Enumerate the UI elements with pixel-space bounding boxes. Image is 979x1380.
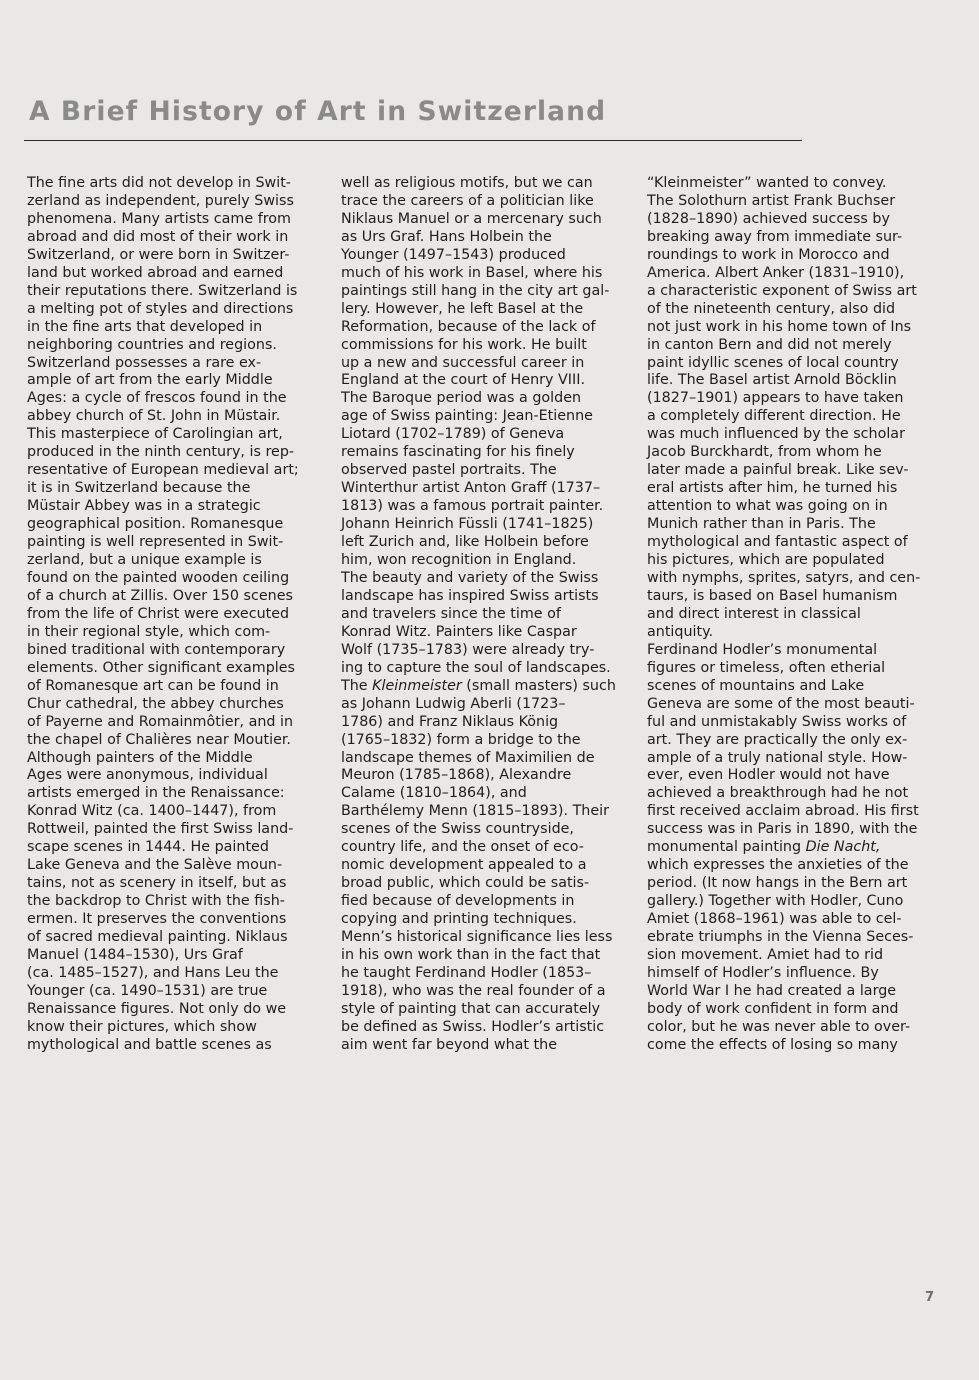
text-line: gallery.) Together with Hodler, Cuno bbox=[647, 893, 904, 910]
text-line: zerland as independent, purely Swiss bbox=[27, 192, 294, 209]
text-line: Konrad Witz. Painters like Caspar bbox=[341, 623, 577, 640]
text-line: know their pictures, which show bbox=[27, 1018, 257, 1035]
text-line: neighboring countries and regions. bbox=[27, 336, 277, 353]
text-line: attention to what was going on in bbox=[647, 498, 888, 515]
text-line: Although painters of the Middle bbox=[27, 749, 253, 766]
text-line: Manuel (1484–1530), Urs Graf bbox=[27, 946, 243, 963]
text-line: artists emerged in the Renaissance: bbox=[27, 785, 285, 802]
text-line: land but worked abroad and earned bbox=[27, 264, 284, 281]
text-line: (ca. 1485–1527), and Hans Leu the bbox=[27, 964, 279, 981]
text-line: Amiet (1868–1961) was able to cel- bbox=[647, 911, 902, 928]
text-line: be defined as Swiss. Hodler’s artistic bbox=[341, 1018, 605, 1035]
text-line: Geneva are some of the most beauti- bbox=[647, 695, 915, 712]
text-line: he taught Ferdinand Hodler (1853– bbox=[341, 964, 592, 981]
text-line: England at the court of Henry VIII. bbox=[341, 372, 585, 389]
text-line: their reputations there. Switzerland is bbox=[27, 282, 298, 299]
text-line: commissions for his work. He built bbox=[341, 336, 587, 353]
text-line: roundings to work in Morocco and bbox=[647, 246, 890, 263]
text-line: The Solothurn artist Frank Buchser bbox=[647, 192, 896, 209]
text-line: from the life of Christ were executed bbox=[27, 605, 290, 622]
text-line: age of Swiss painting: Jean-Etienne bbox=[341, 408, 593, 425]
text-line: abbey church of St. John in Müstair. bbox=[27, 408, 281, 425]
text-line: copying and printing techniques. bbox=[341, 911, 577, 928]
text-line: Lake Geneva and the Salève moun- bbox=[27, 857, 283, 874]
text-line: paintings still hang in the city art gal- bbox=[341, 282, 610, 299]
text-line: aim went far beyond what the bbox=[341, 1036, 558, 1053]
text-line: The fine arts did not develop in Swit- bbox=[27, 175, 291, 191]
text-line: Ferdinand Hodler’s monumental bbox=[647, 641, 878, 658]
text-line: landscape has inspired Swiss artists bbox=[341, 587, 599, 604]
text-line: Wolf (1735–1783) were already try- bbox=[341, 641, 595, 658]
text-line: Renaissance figures. Not only do we bbox=[27, 1000, 287, 1017]
text-line: resentative of European medieval art; bbox=[27, 462, 299, 479]
text-line: zerland, but a unique example is bbox=[27, 552, 262, 569]
text-line: (1828–1890) achieved success by bbox=[647, 210, 890, 227]
text-line: as Johann Ludwig Aberli (1723– bbox=[341, 695, 566, 712]
text-line: well as religious motifs, but we can bbox=[341, 175, 593, 191]
text-line: tains, not as scenery in itself, but as bbox=[27, 875, 287, 892]
text-line: color, but he was never able to over- bbox=[647, 1018, 911, 1035]
text-line: landscape themes of Maximilien de bbox=[341, 749, 595, 766]
text-line: him, won recognition in England. bbox=[341, 552, 577, 569]
text-line: country life, and the onset of eco- bbox=[341, 839, 584, 856]
text-line: mythological and battle scenes as bbox=[27, 1036, 272, 1053]
text-line: elements. Other significant examples bbox=[27, 659, 295, 676]
text-line: himself of Hodler’s influence. By bbox=[647, 964, 879, 981]
text-line: achieved a breakthrough had he not bbox=[647, 785, 909, 802]
text-line: Switzerland, or were born in Switzer- bbox=[27, 246, 290, 263]
text-line: with nymphs, sprites, satyrs, and cen- bbox=[647, 569, 921, 586]
text-line: in his own work than in the fact that bbox=[341, 946, 601, 963]
text-line: The Baroque period was a golden bbox=[341, 390, 582, 407]
text-line: which expresses the anxieties of the bbox=[647, 857, 909, 874]
text-line: Calame (1810–1864), and bbox=[341, 785, 527, 802]
text-line: much of his work in Basel, where his bbox=[341, 264, 603, 281]
text-column-3 bbox=[647, 175, 952, 1055]
text-line: broad public, which could be satis- bbox=[341, 875, 590, 892]
text-line: Ages were anonymous, individual bbox=[27, 767, 268, 784]
text-line: World War I he had created a large bbox=[647, 982, 897, 999]
text-line: Müstair Abbey was in a strategic bbox=[27, 498, 261, 515]
text-line: a melting pot of styles and directions bbox=[27, 300, 294, 317]
text-line: it is in Switzerland because the bbox=[27, 480, 251, 497]
text-line: scenes of the Swiss countryside, bbox=[341, 821, 574, 838]
text-line: monumental painting Die Nacht, bbox=[647, 839, 881, 856]
text-line: ermen. It preserves the conventions bbox=[27, 911, 287, 928]
text-line: ample of art from the early Middle bbox=[27, 372, 273, 389]
text-line: scenes of mountains and Lake bbox=[647, 677, 865, 694]
text-line: of Payerne and Romainmôtier, and in bbox=[27, 713, 294, 730]
text-line: Konrad Witz (ca. 1400–1447), from bbox=[27, 803, 277, 820]
text-line: This masterpiece of Carolingian art, bbox=[27, 426, 283, 443]
text-line: 1813) was a famous portrait painter. bbox=[341, 498, 604, 515]
text-column-2 bbox=[341, 175, 646, 1055]
text-line: fied because of developments in bbox=[341, 893, 575, 910]
text-line: Younger (ca. 1490–1531) are true bbox=[27, 982, 268, 999]
text-line: Johann Heinrich Füssli (1741–1825) bbox=[341, 516, 594, 533]
text-line: bined traditional with contemporary bbox=[27, 641, 286, 658]
text-line: his pictures, which are populated bbox=[647, 552, 885, 569]
text-line: 1918), who was the real founder of a bbox=[341, 982, 606, 999]
text-line: produced in the ninth century, is rep- bbox=[27, 444, 295, 461]
text-line: painting is well represented in Swit- bbox=[27, 534, 284, 551]
text-line: a completely different direction. He bbox=[647, 408, 901, 425]
text-line: left Zurich and, like Holbein before bbox=[341, 534, 589, 551]
text-line: mythological and fantastic aspect of bbox=[647, 534, 908, 551]
text-line: ever, even Hodler would not have bbox=[647, 767, 890, 784]
text-line: Liotard (1702–1789) of Geneva bbox=[341, 426, 565, 443]
text-line: life. The Basel artist Arnold Böcklin bbox=[647, 372, 897, 389]
text-line: ebrate triumphs in the Vienna Seces- bbox=[647, 929, 914, 946]
text-line: ample of a truly national style. How- bbox=[647, 749, 908, 766]
text-line: Menn’s historical significance lies less bbox=[341, 929, 613, 946]
text-line: Niklaus Manuel or a mercenary such bbox=[341, 210, 602, 227]
text-line: period. (It now hangs in the Bern art bbox=[647, 875, 908, 892]
text-line: of the nineteenth century, also did bbox=[647, 300, 896, 317]
text-line: phenomena. Many artists came from bbox=[27, 210, 291, 227]
text-line: found on the painted wooden ceiling bbox=[27, 569, 290, 586]
text-line: in canton Bern and did not merely bbox=[647, 336, 892, 353]
text-line: remains fascinating for his finely bbox=[341, 444, 575, 461]
title-rule bbox=[24, 140, 802, 141]
text-line: paint idyllic scenes of local country bbox=[647, 354, 899, 371]
text-line: Switzerland possesses a rare ex- bbox=[27, 354, 262, 371]
text-line: scape scenes in 1444. He painted bbox=[27, 839, 269, 856]
text-line: “Kleinmeister” wanted to convey. bbox=[647, 175, 887, 191]
text-column-1 bbox=[27, 175, 332, 1055]
text-line: body of work confident in form and bbox=[647, 1000, 899, 1017]
text-line: of a church at Zillis. Over 150 scenes bbox=[27, 587, 293, 604]
text-line: eral artists after him, he turned his bbox=[647, 480, 898, 497]
text-line: not just work in his home town of Ins bbox=[647, 318, 912, 335]
text-line: Jacob Burckhardt, from whom he bbox=[647, 444, 882, 461]
text-line: Ages: a cycle of frescos found in the bbox=[27, 390, 287, 407]
text-line: up a new and successful career in bbox=[341, 354, 585, 371]
text-line: The beauty and variety of the Swiss bbox=[341, 569, 599, 586]
text-line: in the fine arts that developed in bbox=[27, 318, 263, 335]
page-title: A Brief History of Art in Switzerland bbox=[29, 96, 607, 127]
text-line: trace the careers of a politician like bbox=[341, 192, 594, 209]
text-line: art. They are practically the only ex- bbox=[647, 731, 908, 748]
text-line: Meuron (1785–1868), Alexandre bbox=[341, 767, 572, 784]
text-line: taurs, is based on Basel humanism bbox=[647, 587, 898, 604]
text-line: of sacred medieval painting. Niklaus bbox=[27, 929, 288, 946]
text-line: come the effects of losing so many bbox=[647, 1036, 898, 1053]
text-line: sion movement. Amiet had to rid bbox=[647, 946, 884, 963]
text-line: in their regional style, which com- bbox=[27, 623, 271, 640]
text-line: of Romanesque art can be found in bbox=[27, 677, 279, 694]
text-line: as Urs Graf. Hans Holbein the bbox=[341, 228, 552, 245]
text-line: The Kleinmeister (small masters) such bbox=[341, 677, 616, 694]
text-line: Winterthur artist Anton Graff (1737– bbox=[341, 480, 601, 497]
text-line: first received acclaim abroad. His first bbox=[647, 803, 919, 820]
text-line: abroad and did most of their work in bbox=[27, 228, 289, 245]
text-line: was much influenced by the scholar bbox=[647, 426, 905, 443]
text-line: later made a painful break. Like sev- bbox=[647, 462, 909, 479]
text-line: a characteristic exponent of Swiss art bbox=[647, 282, 917, 299]
text-line: antiquity. bbox=[647, 623, 714, 640]
text-line: ful and unmistakably Swiss works of bbox=[647, 713, 907, 730]
text-line: and travelers since the time of bbox=[341, 605, 561, 622]
text-line: Barthélemy Menn (1815–1893). Their bbox=[341, 803, 610, 820]
text-line: breaking away from immediate sur- bbox=[647, 228, 903, 245]
page-number: 7 bbox=[924, 1290, 934, 1305]
text-line: ing to capture the soul of landscapes. bbox=[341, 659, 611, 676]
text-line: success was in Paris in 1890, with the bbox=[647, 821, 918, 838]
text-line: (1827–1901) appears to have taken bbox=[647, 390, 904, 407]
text-line: the chapel of Chalières near Moutier. bbox=[27, 731, 291, 748]
text-line: 1786) and Franz Niklaus König bbox=[341, 713, 559, 730]
text-line: the backdrop to Christ with the fish- bbox=[27, 893, 285, 910]
text-line: figures or timeless, often etherial bbox=[647, 659, 886, 676]
text-line: Chur cathedral, the abbey churches bbox=[27, 695, 284, 712]
text-line: style of painting that can accurately bbox=[341, 1000, 601, 1017]
text-line: lery. However, he left Basel at the bbox=[341, 300, 584, 317]
text-line: Younger (1497–1543) produced bbox=[341, 246, 566, 263]
text-line: America. Albert Anker (1831–1910), bbox=[647, 264, 905, 281]
text-line: observed pastel portraits. The bbox=[341, 462, 557, 479]
text-line: geographical position. Romanesque bbox=[27, 516, 284, 533]
text-line: Rottweil, painted the first Swiss land- bbox=[27, 821, 294, 838]
text-line: Reformation, because of the lack of bbox=[341, 318, 596, 335]
text-line: Munich rather than in Paris. The bbox=[647, 516, 876, 533]
text-line: and direct interest in classical bbox=[647, 605, 861, 622]
text-line: nomic development appealed to a bbox=[341, 857, 587, 874]
text-line: (1765–1832) form a bridge to the bbox=[341, 731, 581, 748]
